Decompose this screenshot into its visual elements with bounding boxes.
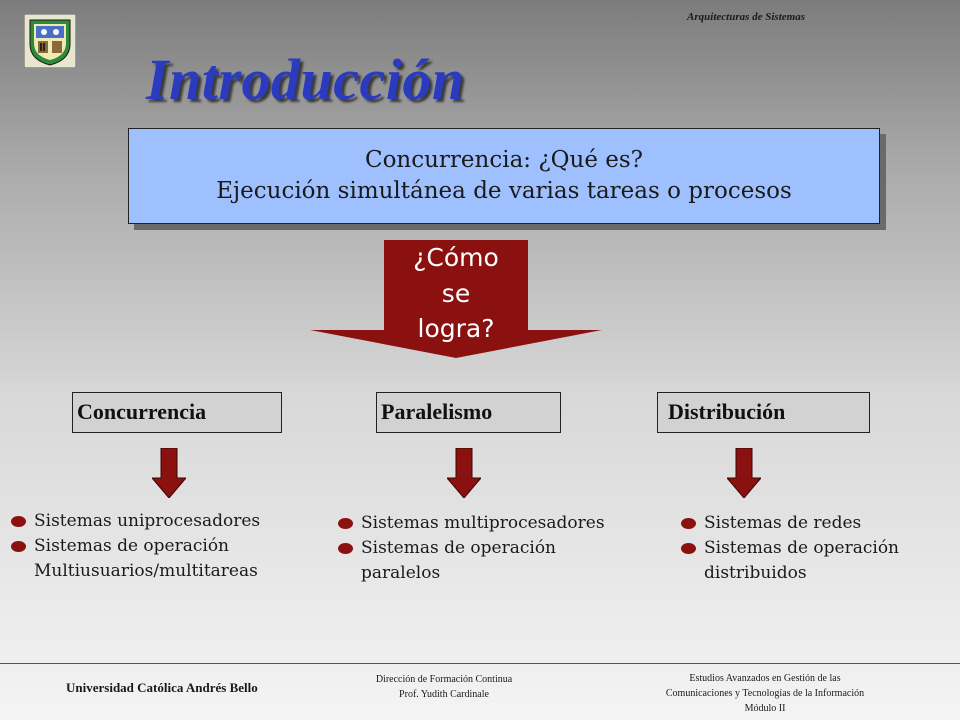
footer-department: Dirección de Formación Continua Prof. Yudith Cardinale: [375, 674, 513, 700]
slide-title: Introducción: [146, 47, 465, 112]
arrow-question: [384, 240, 528, 347]
category-distribucion: Distribución: [657, 392, 870, 433]
distribucion-list: [704, 511, 954, 586]
category-paralelismo: Paralelismo: [376, 392, 561, 433]
definition-question: Concurrencia: ¿Qué es?: [364, 146, 644, 173]
small-down-arrow-icon: [152, 448, 186, 498]
paralelismo-list: [361, 511, 651, 586]
bullet-icon: [11, 516, 26, 527]
bullet-icon: [338, 543, 353, 554]
bullet-icon: [681, 518, 696, 529]
footer-divider: [0, 663, 960, 664]
small-down-arrow-icon: [447, 448, 481, 498]
arrow-question-line3: logra?: [417, 314, 495, 343]
course-name: Arquitecturas de Sistemas: [687, 11, 805, 23]
footer-program: Estudios Avanzados en Gestión de las Comunicaciones y Tecnologías de la Información Módulo II: [665, 673, 865, 714]
bullet-icon: [11, 541, 26, 552]
footer-university: Universidad Católica Andrés Bello: [66, 680, 258, 695]
concurrencia-list: [34, 509, 314, 584]
list-item: Sistemas de operación Multiusuarios/multitareas: [34, 534, 314, 584]
definition-box: [128, 128, 880, 224]
small-down-arrow-icon: [727, 448, 761, 498]
list-item: Sistemas multiprocesadores: [361, 511, 651, 536]
category-concurrencia: Concurrencia: [72, 392, 282, 433]
bullet-icon: [681, 543, 696, 554]
university-crest-logo: [24, 14, 76, 68]
bullet-icon: [338, 518, 353, 529]
list-item: Sistemas uniprocesadores: [34, 509, 314, 534]
arrow-question-line2: se: [441, 278, 471, 308]
arrow-question-line1: ¿Cómo: [413, 243, 499, 272]
list-item: Sistemas de redes: [704, 511, 954, 536]
definition-answer: Ejecución simultánea de varias tareas o procesos: [216, 178, 792, 204]
list-item: Sistemas de operación distribuidos: [704, 536, 954, 586]
list-item: Sistemas de operación paralelos: [361, 536, 651, 586]
